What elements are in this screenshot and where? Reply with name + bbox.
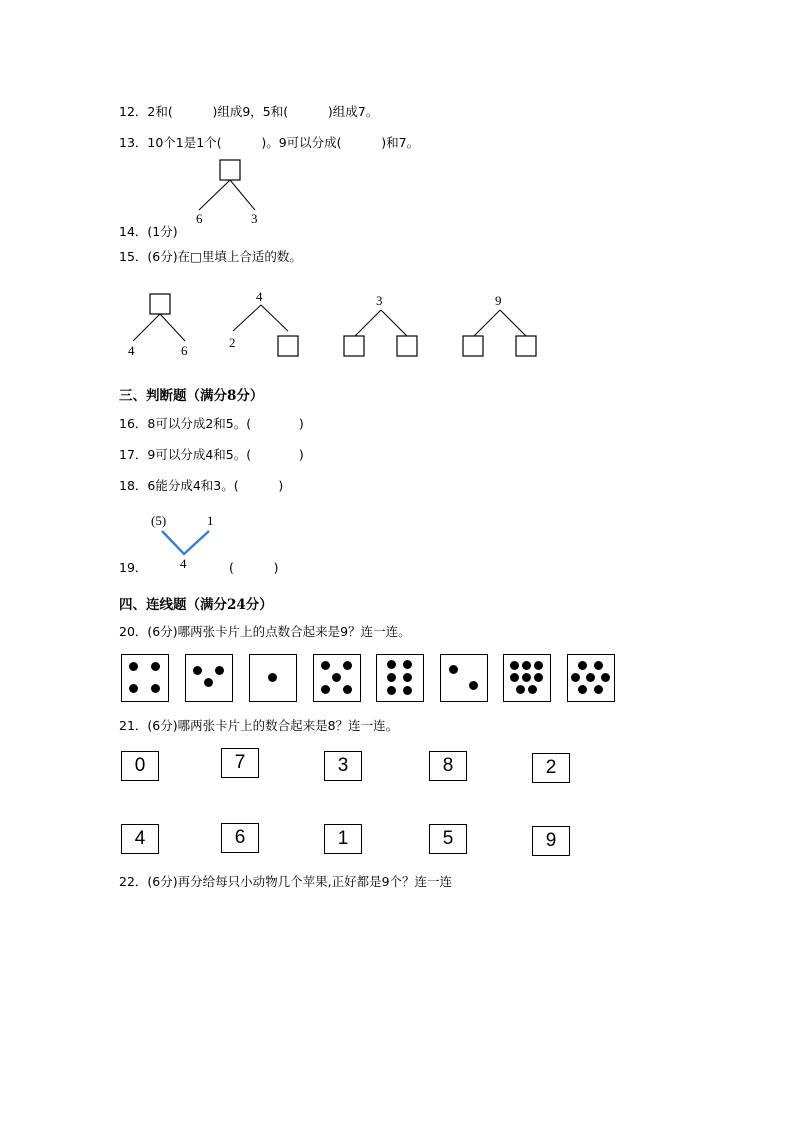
q15-tree3-right-box (397, 336, 417, 356)
dot (332, 673, 341, 682)
dot (343, 661, 352, 670)
dot (601, 673, 610, 682)
dot (516, 685, 525, 694)
q20-dot-card[interactable] (185, 654, 233, 702)
dot (215, 666, 224, 675)
dot (578, 685, 587, 694)
q15-tree3-top: 3 (376, 293, 383, 308)
question-17: 17．9可以分成4和5。( ) (119, 447, 304, 462)
dot (129, 684, 138, 693)
q15-tree1-right: 6 (181, 343, 188, 358)
q20-dot-card[interactable] (313, 654, 361, 702)
dot (321, 661, 330, 670)
q19-bottom-number: 4 (180, 556, 187, 571)
dot (510, 661, 519, 670)
dot (343, 685, 352, 694)
question-14: 14．(1分) (119, 224, 178, 239)
q21-card-bottom-5[interactable]: 9 (532, 826, 570, 856)
q21-card-bottom-4[interactable]: 5 (429, 824, 467, 854)
q19-answer-paren: ( ) (229, 560, 279, 575)
q21-card-top-4[interactable]: 8 (429, 751, 467, 781)
dot (204, 678, 213, 687)
q21-card-top-3[interactable]: 3 (324, 751, 362, 781)
q15-tree1-left: 4 (128, 343, 135, 358)
dot (129, 662, 138, 671)
q20-dot-card[interactable] (503, 654, 551, 702)
q20-dot-card[interactable] (440, 654, 488, 702)
dot (528, 685, 537, 694)
dot (510, 673, 519, 682)
dot (594, 685, 603, 694)
dot (534, 661, 543, 670)
q20-dot-card[interactable] (249, 654, 297, 702)
question-20: 20．(6分)哪两张卡片上的点数合起来是9？连一连。 (119, 624, 411, 639)
q15-tree1-top-box (150, 294, 170, 314)
dot (193, 666, 202, 675)
dot (586, 673, 595, 682)
q13-tree-right: 3 (251, 211, 258, 226)
dot (151, 684, 160, 693)
q15-tree2-top: 4 (256, 289, 263, 304)
dot (594, 661, 603, 670)
q15-tree2-right-box (278, 336, 298, 356)
question-22: 22．(6分)再分给每只小动物几个苹果,正好都是9个？连一连 (119, 874, 453, 889)
q13-tree-right-branch (230, 180, 255, 210)
q13-tree-box (220, 160, 240, 180)
dot (403, 673, 412, 682)
dot (578, 661, 587, 670)
question-12: 12．2和( )组成9，5和( )组成7。 (119, 104, 379, 119)
q20-dot-card[interactable] (121, 654, 169, 702)
q15-tree3-left-box (344, 336, 364, 356)
dot (522, 661, 531, 670)
dot (449, 665, 458, 674)
q15-tree4-left-box (463, 336, 483, 356)
q20-dot-card[interactable] (567, 654, 615, 702)
question-15: 15．(6分)在□里填上合适的数。 (119, 249, 302, 264)
q21-card-top-1[interactable]: 0 (121, 751, 159, 781)
q21-card-bottom-3[interactable]: 1 (324, 824, 362, 854)
question-16: 16．8可以分成2和5。( ) (119, 416, 304, 431)
q15-tree2-left: 2 (229, 335, 236, 350)
q21-card-bottom-2[interactable]: 6 (221, 823, 259, 853)
q13-tree-left-branch (199, 180, 230, 210)
q21-card-top-2[interactable]: 7 (221, 748, 259, 778)
dot (403, 686, 412, 695)
q19-left-number: (5) (151, 513, 167, 528)
dot (387, 673, 396, 682)
q13-tree-left: 6 (196, 211, 203, 226)
dot (321, 685, 330, 694)
dot (522, 673, 531, 682)
question-21: 21．(6分)哪两张卡片上的数合起来是8？连一连。 (119, 718, 399, 733)
dot (387, 686, 396, 695)
question-13: 13．10个1是1个( )。9可以分成( )和7。 (119, 135, 420, 150)
dot (268, 673, 277, 682)
q21-card-bottom-1[interactable]: 4 (121, 824, 159, 854)
section-3-title: 三、判断题（满分8分） (119, 388, 264, 404)
q15-tree4-right-box (516, 336, 536, 356)
dot (571, 673, 580, 682)
dot (534, 673, 543, 682)
dot (387, 660, 396, 669)
section-4-title: 四、连线题（满分24分） (119, 597, 273, 613)
dot (151, 662, 160, 671)
question-18: 18．6能分成4和3。( ) (119, 478, 284, 493)
q21-card-top-5[interactable]: 2 (532, 753, 570, 783)
q19-right-number: 1 (207, 513, 214, 528)
dot (403, 660, 412, 669)
q20-dot-card[interactable] (376, 654, 424, 702)
q19-v-lines (162, 531, 209, 554)
dot (469, 681, 478, 690)
question-19: 19． (119, 560, 148, 575)
q15-tree4-top: 9 (495, 293, 502, 308)
